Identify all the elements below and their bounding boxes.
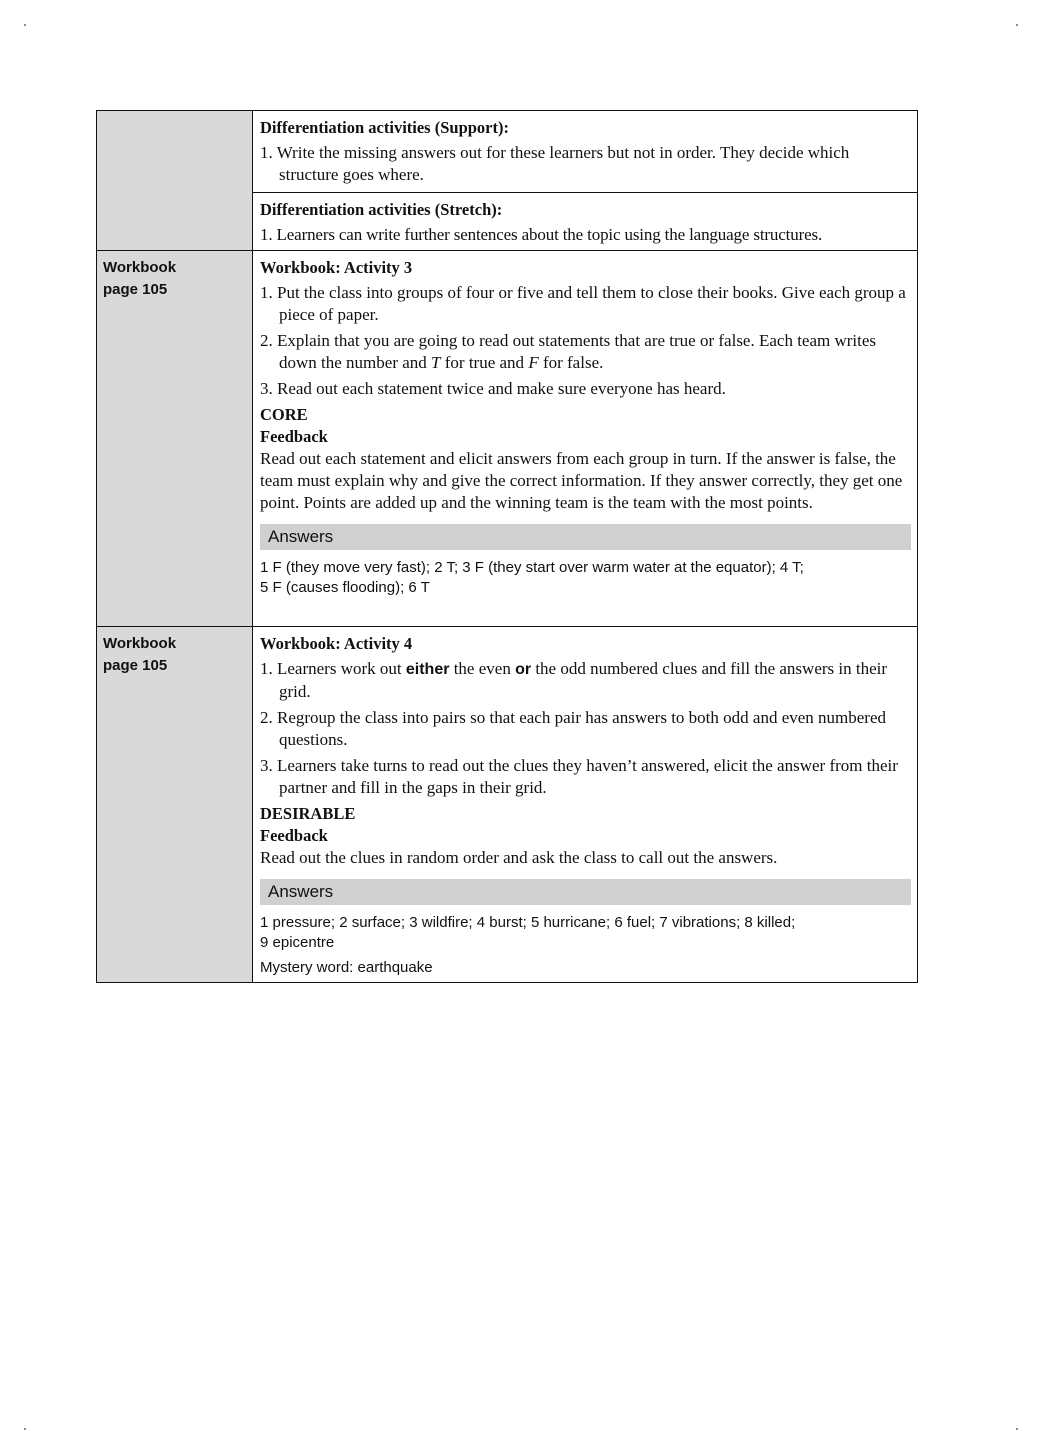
answers-line: 5 F (causes flooding); 6 T bbox=[260, 579, 430, 596]
section-heading: Differentiation activities (Support): bbox=[260, 118, 509, 137]
list-item: 3. Learners take turns to read out the clues they haven’t answered, elicit the answer from their partner and fill in the gaps in their grid. bbox=[260, 756, 898, 797]
level-label: DESIRABLE bbox=[260, 804, 356, 823]
answers-header: Answers bbox=[260, 879, 911, 905]
support-section bbox=[253, 111, 917, 192]
lesson-table bbox=[96, 110, 918, 983]
feedback-text: Read out each statement and elicit answers from each group in turn. If the answer is false, the team must explain why and give the correct information. If they answer correctly, they get one point. Points are added up and the winning team is the team with the most points. bbox=[260, 449, 903, 512]
row-label-line: Workbook bbox=[103, 259, 177, 276]
answers-header: Answers bbox=[260, 524, 911, 550]
activity-4-section bbox=[253, 627, 917, 982]
row-label-empty bbox=[97, 111, 253, 250]
list-item: 3. Read out each statement twice and make sure everyone has heard. bbox=[260, 379, 726, 398]
table-row-activity-4 bbox=[97, 626, 917, 982]
answers-line: 1 pressure; 2 surface; 3 wildfire; 4 burst; 5 hurricane; 6 fuel; 7 vibrations; 8 killed; bbox=[260, 914, 796, 931]
crop-mark bbox=[24, 1428, 26, 1430]
mystery-word: Mystery word: earthquake bbox=[260, 959, 433, 976]
feedback-text: Read out the clues in random order and ask the class to call out the answers. bbox=[260, 848, 778, 867]
list-item: 2. Regroup the class into pairs so that each pair has answers to both odd and even numbered questions. bbox=[260, 708, 887, 749]
row-label-line: page 105 bbox=[103, 657, 168, 674]
row-label-line: Workbook bbox=[103, 635, 177, 652]
activity-heading: Workbook: Activity 4 bbox=[260, 634, 413, 653]
list-item: 1. Put the class into groups of four or five and tell them to close their books. Give each group a piece of paper. bbox=[260, 283, 906, 324]
stretch-section bbox=[253, 192, 917, 250]
row-label-line: page 105 bbox=[103, 281, 168, 298]
activity-heading: Workbook: Activity 3 bbox=[260, 258, 413, 277]
table-row-activity-3 bbox=[97, 250, 917, 626]
list-item: 1. Write the missing answers out for these learners but not in order. They decide which structure goes where. bbox=[260, 143, 850, 184]
answers-line: 1 F (they move very fast); 2 T; 3 F (they start over warm water at the equator); 4 T; bbox=[260, 559, 804, 576]
list-item: 1. Learners work out either the even or the odd numbered clues and fill the answers in their grid. bbox=[260, 659, 888, 701]
crop-mark bbox=[1016, 1428, 1018, 1430]
list-item: 2. Explain that you are going to read out statements that are true or false. Each team writes down the number and T for true and F for false. bbox=[260, 331, 877, 372]
section-heading: Differentiation activities (Stretch): bbox=[260, 200, 503, 219]
feedback-label: Feedback bbox=[260, 427, 328, 446]
list-item: 1. Learners can write further sentences about the topic using the language structures. bbox=[260, 225, 823, 244]
feedback-label: Feedback bbox=[260, 826, 328, 845]
row-label bbox=[97, 251, 253, 626]
level-label: CORE bbox=[260, 405, 308, 424]
crop-mark bbox=[1016, 24, 1018, 26]
table-row-differentiation bbox=[97, 111, 917, 250]
crop-mark bbox=[24, 24, 26, 26]
activity-3-section bbox=[253, 251, 917, 626]
answers-line: 9 epicentre bbox=[260, 934, 335, 951]
row-label bbox=[97, 627, 253, 982]
